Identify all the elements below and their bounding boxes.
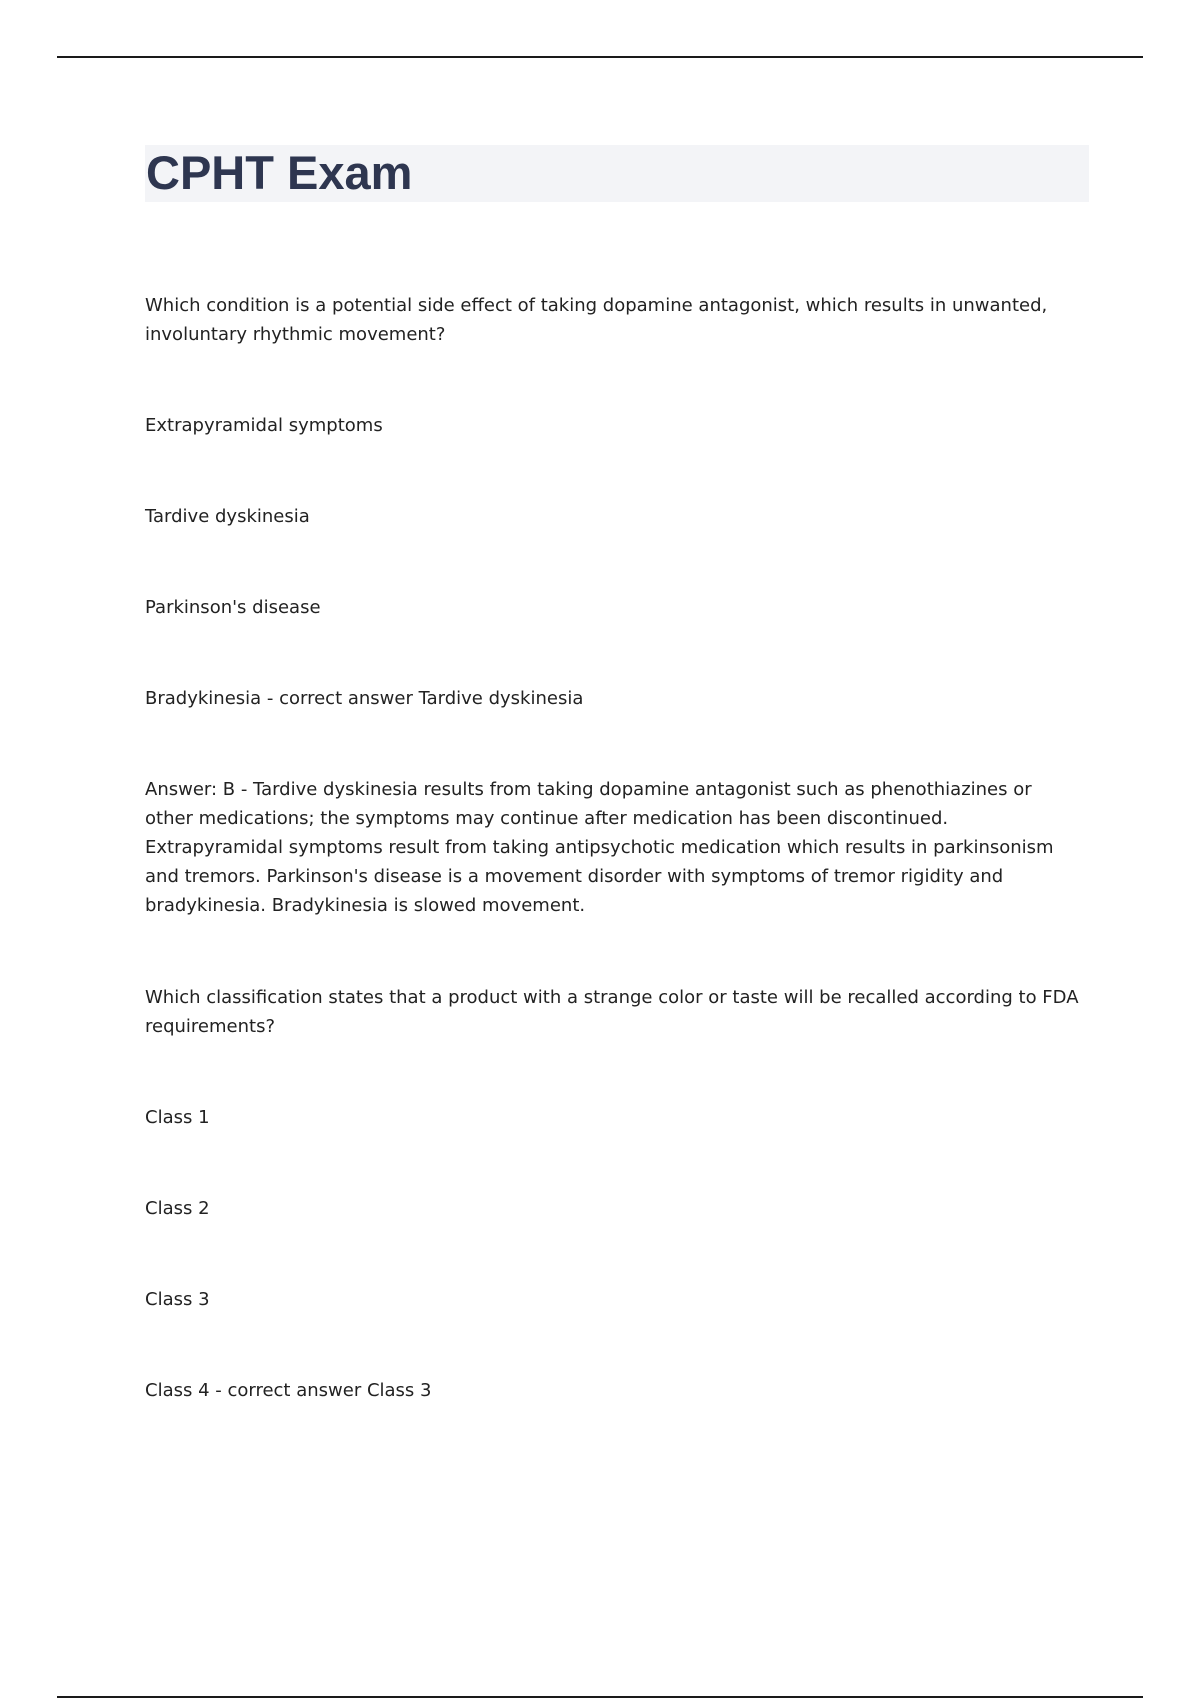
question-1-option-b: Tardive dyskinesia [145,506,310,527]
header-rule [57,56,1143,58]
question-2-option-2: Class 2 [145,1198,210,1219]
question-1-explanation: Answer: B - Tardive dyskinesia results from taking dopamine antagonist such as phenothiazines or other medications; the symptoms may continue after medication has been discontinued. Extrapyramidal symptoms result from taking antipsychotic medication which results in parkinsonism and tremors. Parkinson's disease is a movement disorder with symptoms of tremor rigidity and bradykinesia. Bradykinesia is slowed movement. [145,779,1054,916]
question-2-option-4-with-answer: Class 4 - correct answer Class 3 [145,1380,432,1401]
document-title: CPHT Exam [146,146,413,199]
question-2-option-3: Class 3 [145,1289,210,1310]
question-1-option-d-with-answer: Bradykinesia - correct answer Tardive dyskinesia [145,688,584,709]
question-1-option-c: Parkinson's disease [145,597,321,618]
footer-rule [57,1696,1143,1698]
question-2-option-1: Class 1 [145,1107,210,1128]
question-2: Which classification states that a product with a strange color or taste will be recalled according to FDA requirements? [145,987,1079,1037]
question-1: Which condition is a potential side effect of taking dopamine antagonist, which results in unwanted, involuntary rhythmic movement? [145,295,1048,345]
question-1-option-a: Extrapyramidal symptoms [145,415,383,436]
